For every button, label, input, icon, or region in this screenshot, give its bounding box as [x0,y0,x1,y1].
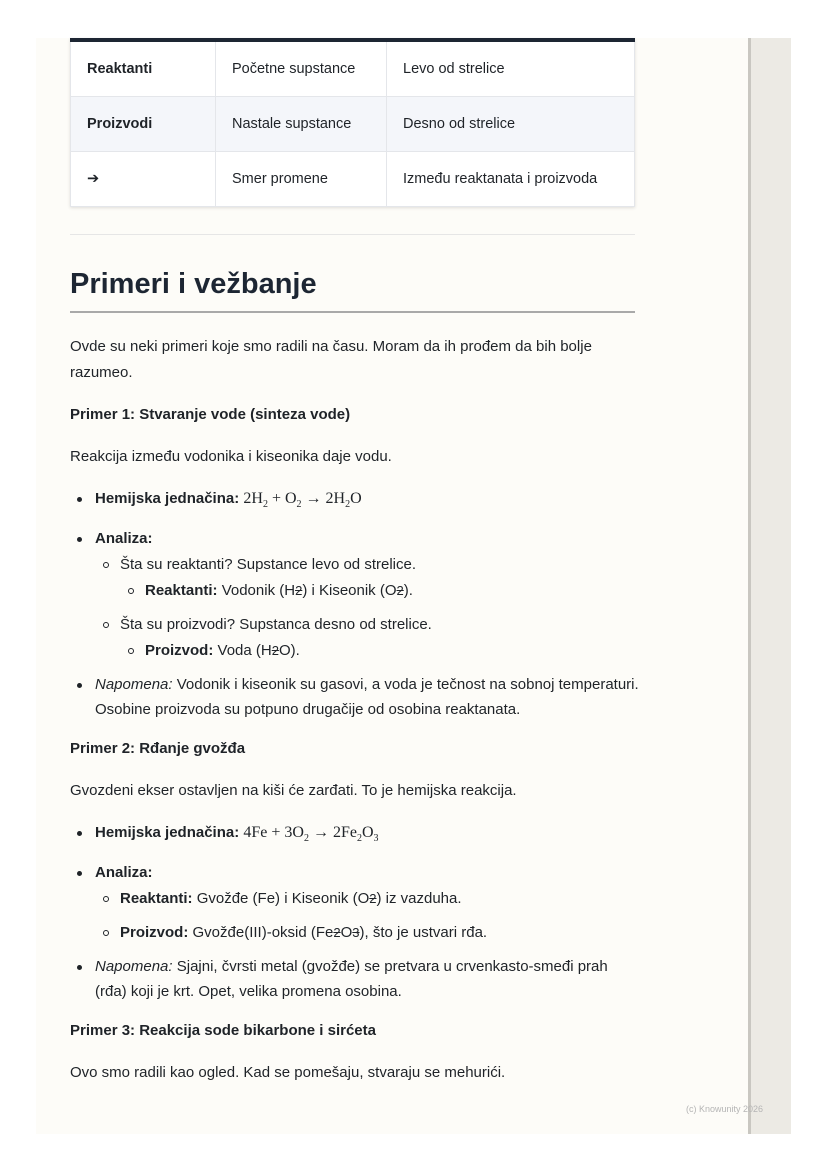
example-3-description: Ovo smo radili kao ogled. Kad se pomešaju, stvaraju se mehurići. [70,1064,506,1082]
section-title: Primeri i vežbanje [70,268,635,313]
list-item [70,526,640,664]
example-3-title: Primer 3: Reakcija sode bikarbone i sirćeta [70,1022,376,1040]
note-text: Sjajni, čvrsti metal (gvožđe) se pretvara u crvenkasto-smeđi prah (rđa) koji je krt. Opet, velika promena osobina. [95,958,608,1001]
chemical-equation: $4Fe + 3O_2 \to 2Fe_2O_3$ [243,824,379,845]
equation-label: Hemijska jednačina: [95,824,240,842]
answer-list [120,638,640,664]
table-cell: Reaktanti [71,40,216,97]
list-item [95,552,640,604]
list-item: Proizvod: Gvožđe(III)-oksid (Fe2O3), što je ustvari rđa. [95,920,640,946]
product-label: Proizvod: [145,642,214,660]
table-row [71,40,635,97]
right-margin-bar [748,38,791,1134]
watermark: (c) Knowunity 2026 [686,1104,764,1114]
horizontal-divider [70,234,635,235]
equation-label: Hemijska jednačina: [95,490,240,507]
table-cell: ➔ [71,152,216,207]
list-item [70,954,640,1004]
example-2-title: Primer 2: Rđanje gvožđa [70,740,246,758]
list-item [70,820,640,852]
table-cell: Između reaktanata i proizvoda [387,152,635,207]
table-row [71,97,635,152]
analysis-list [95,552,640,664]
chemical-equation: $2H_2 + O_2 \to 2H_2O$ [243,490,362,511]
table-cell: Početne supstance [216,40,387,97]
reactants-label: Reaktanti: [145,582,218,600]
example-1-description: Reakcija između vodonika i kiseonika daje vodu. [70,448,392,465]
example-2-description: Gvozdeni ekser ostavljen na kiši će zarđati. To je hemijska reakcija. [70,782,517,800]
answer-list [120,578,640,604]
list-item [70,860,640,946]
list-item: Reaktanti: Vodonik (H2) i Kiseonik (O2). [120,578,640,604]
list-item [70,486,640,518]
note-text: Vodonik i kiseonik su gasovi, a voda je tečnost na sobnoj temperaturi. Osobine proizvoda su potpuno drugačije od osobina reaktanata. [95,676,639,719]
product-label: Proizvod: [120,924,189,942]
analysis-list [95,886,640,946]
table-row [71,152,635,207]
table-cell: Levo od strelice [387,40,635,97]
summary-table [70,38,635,207]
example-2-list [70,820,640,1004]
example-1-list [70,486,640,722]
note-label: Napomena: [95,958,173,976]
reactants-label: Reaktanti: [120,890,193,908]
table-cell: Smer promene [216,152,387,207]
analysis-label: Analiza: [95,530,153,548]
table-cell: Desno od strelice [387,97,635,152]
table-cell: Nastale supstance [216,97,387,152]
intro-paragraph: Ovde su neki primeri koje smo radili na času. Moram da ih prođem da bih bolje razumeo. [70,338,592,381]
list-item: Reaktanti: Gvožđe (Fe) i Kiseonik (O2) iz vazduha. [95,886,640,912]
list-item [70,672,640,722]
analysis-label: Analiza: [95,864,153,882]
question-text: Šta su reaktanti? Supstance levo od strelice. [120,556,417,574]
question-text: Šta su proizvodi? Supstanca desno od strelice. [120,616,432,634]
note-label: Napomena: [95,676,173,694]
list-item [95,612,640,664]
example-1-title: Primer 1: Stvaranje vode (sinteza vode) [70,406,351,423]
list-item: Proizvod: Voda (H2O). [120,638,640,664]
section-content [70,334,640,1086]
table-cell: Proizvodi [71,97,216,152]
